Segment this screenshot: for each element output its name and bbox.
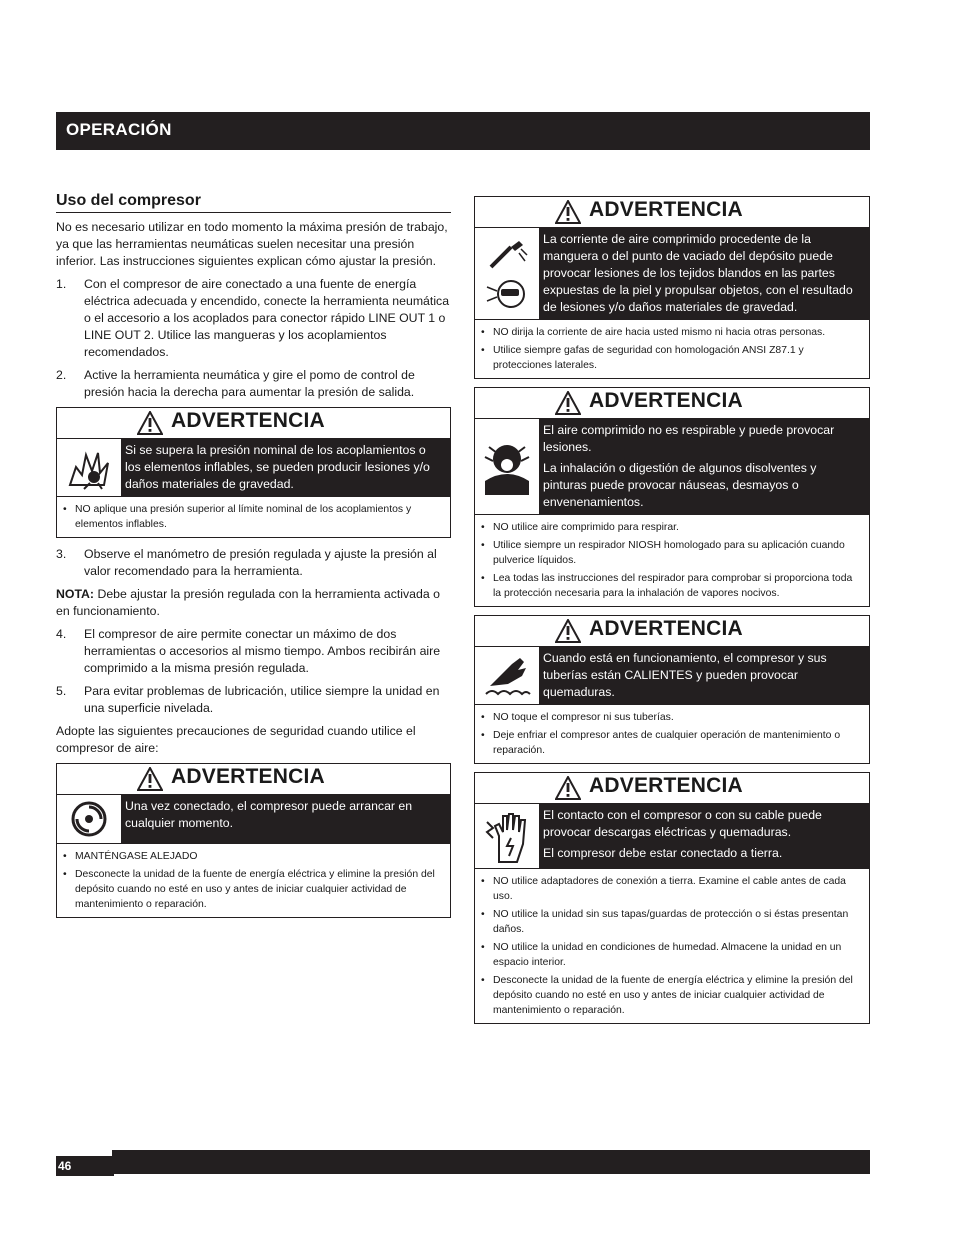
warning-header — [475, 388, 869, 419]
warning-body — [57, 439, 450, 497]
warning-title: ADVERTENCIA — [171, 765, 325, 788]
warning-title: ADVERTENCIA — [171, 409, 325, 432]
warning-paragraph: La inhalación o digestión de algunos disolventes y pinturas puede provocar náuseas, desmayos o envenenamientos. — [543, 461, 817, 509]
warning-title: ADVERTENCIA — [589, 389, 743, 412]
warning-text: Si se supera la presión nominal de los acoplamientos o los elementos inflables, se pueden producir lesiones y/o daños materiales de gravedad. — [121, 439, 450, 496]
warning-triangle-icon — [555, 619, 581, 643]
list-item: • NO toque el compresor ni sus tuberías. — [479, 710, 863, 725]
step-text: Observe el manómetro de presión regulada y ajuste la presión al valor recomendado para la herramienta. — [84, 547, 437, 578]
footer-bar — [112, 1150, 870, 1174]
list-item: • NO utilice la unidad sin sus tapas/guardas de protección o si éstas presentan daños. — [479, 907, 863, 937]
list-item: • Utilice siempre gafas de seguridad con homologación ANSI Z87.1 y protecciones laterales. — [479, 343, 863, 373]
warning-paragraph: El aire comprimido no es respirable y puede provocar lesiones. — [543, 423, 835, 454]
warning-icon-column — [57, 795, 121, 843]
warning-text — [539, 804, 869, 868]
hot-surface-icon — [482, 654, 532, 698]
right-column — [474, 196, 870, 1032]
step-number: 1. — [56, 277, 67, 291]
warning-icon-column — [475, 228, 539, 319]
warning-bullets — [475, 705, 869, 763]
warning-header — [475, 616, 869, 647]
warning-box-air-stream — [474, 196, 870, 379]
step-3-list — [56, 546, 451, 580]
list-item: • MANTÉNGASE ALEJADO — [61, 849, 444, 864]
step-text: Active la herramienta neumática y gire el pomo de control de presión hacia la derecha para aumentar la presión de salida. — [84, 368, 415, 399]
warning-text — [539, 419, 869, 514]
warning-header — [475, 197, 869, 228]
warning-header — [57, 408, 450, 439]
steps-list-b — [56, 626, 451, 717]
electric-shock-icon — [483, 808, 531, 864]
step-number: 2. — [56, 368, 67, 382]
warning-header — [57, 764, 450, 795]
warning-paragraph: La corriente de aire comprimido procedente de la manguera o del punto de vaciado del depósito puede provocar lesiones de los tejidos blandos en las partes expuestas de la piel y propulsar objetos, con el resultado de lesiones y/o daños materiales de gravedad. — [543, 232, 853, 314]
section-heading: Uso del compresor — [56, 192, 451, 213]
warning-text — [539, 228, 869, 319]
list-item — [56, 367, 451, 401]
warning-header — [475, 773, 869, 804]
warning-body — [475, 804, 869, 869]
rotating-parts-icon — [67, 799, 111, 839]
steps-list-a — [56, 276, 451, 401]
list-item — [56, 546, 451, 580]
list-item: • Desconecte la unidad de la fuente de energía eléctrica y elimine la presión del depósito cuando no esté en uso y antes de iniciar cualquier actividad de mantenimiento o reparación. — [479, 973, 863, 1018]
list-item: • Desconecte la unidad de la fuente de energía eléctrica y elimine la presión del depósito cuando no esté en uso y antes de iniciar cualquier actividad de mantenimiento o reparación. — [61, 867, 444, 912]
warning-triangle-icon — [555, 391, 581, 415]
list-item: • NO aplique una presión superior al límite nominal de los acoplamientos y elementos inflables. — [61, 502, 444, 532]
warning-box-breathing — [474, 387, 870, 607]
list-item — [56, 276, 451, 361]
warning-body — [57, 795, 450, 844]
warning-triangle-icon — [555, 776, 581, 800]
warning-icon-column — [475, 647, 539, 704]
warning-title: ADVERTENCIA — [589, 774, 743, 797]
page-number: 46 — [56, 1156, 114, 1176]
list-item: • Deje enfriar el compresor antes de cualquier operación de mantenimiento o reparación. — [479, 728, 863, 758]
warning-bullets — [475, 320, 869, 378]
air-nozzle-icon — [485, 237, 529, 271]
intro-paragraph: No es necesario utilizar en todo momento la máxima presión de trabajo, ya que las herramientas neumáticas suelen necesitar una presión inferior. Las instrucciones siguientes explican cómo ajustar la presión. — [56, 220, 448, 268]
warning-icon-column — [57, 439, 121, 496]
warning-box-hot-surface — [474, 615, 870, 764]
step-text: El compresor de aire permite conectar un máximo de dos herramientas o accesorios al mismo tiempo. Ambos recibirán aire comprimido a la misma presión regulada. — [84, 627, 441, 675]
nota-paragraph — [56, 586, 451, 620]
warning-icon-column — [475, 804, 539, 868]
list-item: • NO utilice adaptadores de conexión a tierra. Examine el cable antes de cada uso. — [479, 874, 863, 904]
nota-text: Debe ajustar la presión regulada con la herramienta activada o en funcionamiento. — [56, 587, 440, 618]
list-item: • NO utilice la unidad en condiciones de humedad. Almacene la unidad en un espacio interior. — [479, 940, 863, 970]
section-header-bar — [56, 112, 870, 150]
warning-title: ADVERTENCIA — [589, 198, 743, 221]
warning-text: Una vez conectado, el compresor puede arrancar en cualquier momento. — [121, 795, 450, 843]
list-item: • Utilice siempre un respirador NIOSH homologado para su aplicación cuando pulverice líquidos. — [479, 538, 863, 568]
step-text: Con el compresor de aire conectado a una fuente de energía eléctrica adecuada y encendido, conecte la herramienta neumática o el accesorio a los acoplados para conector rápido LINE OUT 1 o LINE OUT 2. Utilice las mangueras y los acoplamientos recomendados. — [84, 277, 450, 359]
warning-triangle-icon — [137, 411, 163, 435]
warning-paragraph: Cuando está en funcionamiento, el compresor y sus tuberías están CALIENTES y pueden provocar quemaduras. — [543, 651, 827, 699]
warning-box-pressure — [56, 407, 451, 538]
list-item — [56, 626, 451, 677]
step-number: 5. — [56, 684, 67, 698]
step-number: 4. — [56, 627, 67, 641]
warning-triangle-icon — [555, 200, 581, 224]
warning-paragraph: El compresor debe estar conectado a tierra. — [543, 846, 783, 860]
warning-box-electric-shock — [474, 772, 870, 1024]
explosion-hazard-icon — [64, 445, 114, 491]
warning-body — [475, 419, 869, 515]
warning-bullets — [475, 869, 869, 1023]
step-text: Para evitar problemas de lubricación, utilice siempre la unidad en una superficie nivelada. — [84, 684, 440, 715]
warning-bullets — [57, 497, 450, 537]
warning-icon-column — [475, 419, 539, 514]
list-item — [56, 683, 451, 717]
section-title-header: OPERACIÓN — [66, 120, 172, 139]
left-column — [56, 192, 451, 926]
warning-body — [475, 647, 869, 705]
warning-bullets — [475, 515, 869, 606]
list-item: • NO dirija la corriente de aire hacia usted mismo ni hacia otras personas. — [479, 325, 863, 340]
nota-label: NOTA: — [56, 587, 95, 601]
precautions-paragraph: Adopte las siguientes precauciones de seguridad cuando utilice el compresor de aire: — [56, 724, 416, 755]
warning-bullets — [57, 844, 450, 917]
list-item: • Lea todas las instrucciones del respirador para comprobar si proporciona toda la protección necesaria para la inhalación de vapores nocivos. — [479, 571, 863, 601]
list-item: • NO utilice aire comprimido para respirar. — [479, 520, 863, 535]
warning-box-auto-start — [56, 763, 451, 918]
warning-paragraph: El contacto con el compresor o con su cable puede provocar descargas eléctricas y quemaduras. — [543, 808, 822, 839]
safety-goggles-icon — [485, 277, 529, 311]
respirator-icon — [479, 437, 535, 497]
step-number: 3. — [56, 547, 67, 561]
warning-title: ADVERTENCIA — [589, 617, 743, 640]
warning-text — [539, 647, 869, 704]
warning-triangle-icon — [137, 767, 163, 791]
warning-body — [475, 228, 869, 320]
